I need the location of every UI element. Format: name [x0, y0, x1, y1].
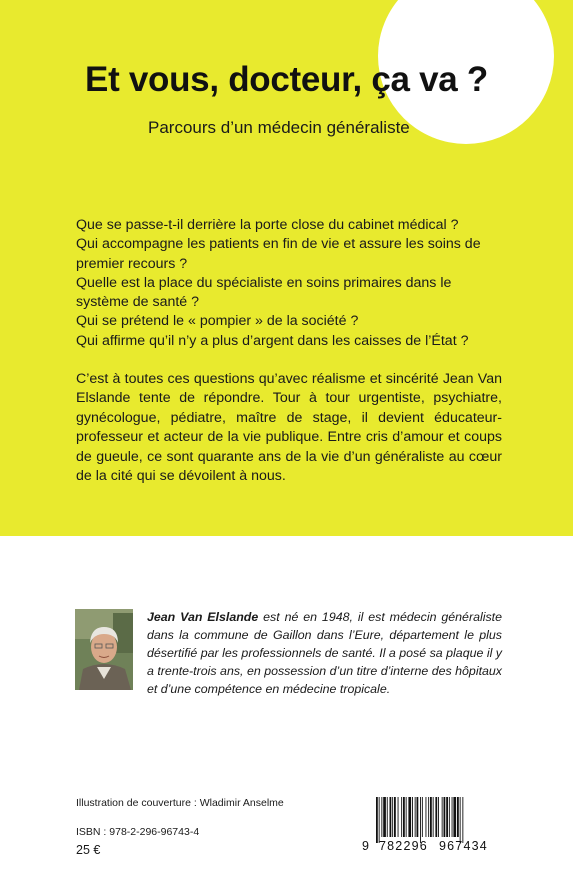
barcode-bar	[449, 797, 450, 837]
barcode-bar	[387, 797, 388, 837]
barcode-bar	[457, 797, 459, 837]
barcode-bar	[412, 797, 413, 837]
author-bio-text: est né en 1948, il est médecin généraliste dans la commune de Gaillon dans l’Eure, département le plus désertifié par les professionnels de santé. Il a posé sa plaque il y a trente-trois ans, en possession d’un titre d’interne des hôpitaux et d’une compétence en médecine tropicale.	[147, 610, 503, 696]
question-item: Qui accompagne les patients en fin de vie et assure les soins de premier recours ?	[76, 236, 481, 272]
barcode-bar	[408, 797, 411, 837]
back-cover-blurb: C’est à toutes ces questions qu’avec réalisme et sincérité Jean Van Elslande tente de répondre. Tour à tour urgentiste, psychiatre, gynécologue, pédiatre, maître de stage, il devient éducateur-professeur et acteur de la vie publique. Entre cris d’amour et coups de gueule, ce sont quarante ans de la vie d’un généraliste au cœur de la cité qui se dévoilent à nous.	[76, 371, 502, 485]
question-item: Que se passe-t-il derrière la porte close du cabinet médical ?	[76, 217, 459, 233]
barcode-bar	[422, 797, 423, 837]
barcode-bar	[383, 797, 386, 837]
barcode-first-digit: 9	[362, 839, 369, 853]
barcode-bar	[406, 797, 407, 837]
price: 25 €	[76, 843, 101, 857]
barcode-bar	[446, 797, 448, 837]
barcode-bar	[430, 797, 432, 837]
barcode-bar	[401, 797, 402, 837]
barcode-digits	[362, 836, 500, 856]
barcode-bar	[435, 797, 437, 837]
barcode-bar	[392, 797, 393, 837]
question-list	[76, 216, 502, 351]
barcode-bar	[394, 797, 396, 837]
author-name: Jean Van Elslande	[147, 610, 259, 624]
barcode-bar	[433, 797, 434, 837]
barcode-right-group: 967434	[439, 839, 488, 853]
question-item: Qui se prétend le « pompier » de la société ?	[76, 313, 359, 330]
author-photo	[75, 609, 133, 690]
barcode-bar	[398, 797, 399, 837]
book-title: Et vous, docteur, ça va ?	[85, 60, 488, 99]
book-subtitle: Parcours d’un médecin généraliste	[148, 118, 410, 137]
barcode-bar	[403, 797, 405, 837]
barcode-left-group: 782296	[379, 839, 428, 853]
barcode-bar	[444, 797, 446, 837]
barcode-bar	[426, 797, 427, 837]
barcode-bar	[390, 797, 392, 837]
barcode-bar	[428, 797, 429, 837]
question-item: Quelle est la place du spécialiste en soins primaires dans le système de santé ?	[76, 274, 452, 311]
question-item: Qui affirme qu’il n’y a plus d’argent dans les caisses de l’État ?	[76, 332, 469, 349]
barcode-bar	[417, 797, 419, 837]
author-portrait-image	[75, 609, 133, 690]
barcode-bar	[442, 797, 443, 837]
isbn-number: ISBN : 978-2-296-96743-4	[76, 826, 200, 838]
author-bio	[147, 608, 502, 698]
cover-credit: Illustration de couverture : Wladimir Anselme	[76, 797, 284, 809]
barcode-bar	[381, 797, 382, 837]
barcode-bar	[453, 797, 456, 837]
barcode-bar	[438, 797, 439, 837]
barcode-bar	[415, 797, 416, 837]
barcode-bar	[452, 797, 453, 837]
